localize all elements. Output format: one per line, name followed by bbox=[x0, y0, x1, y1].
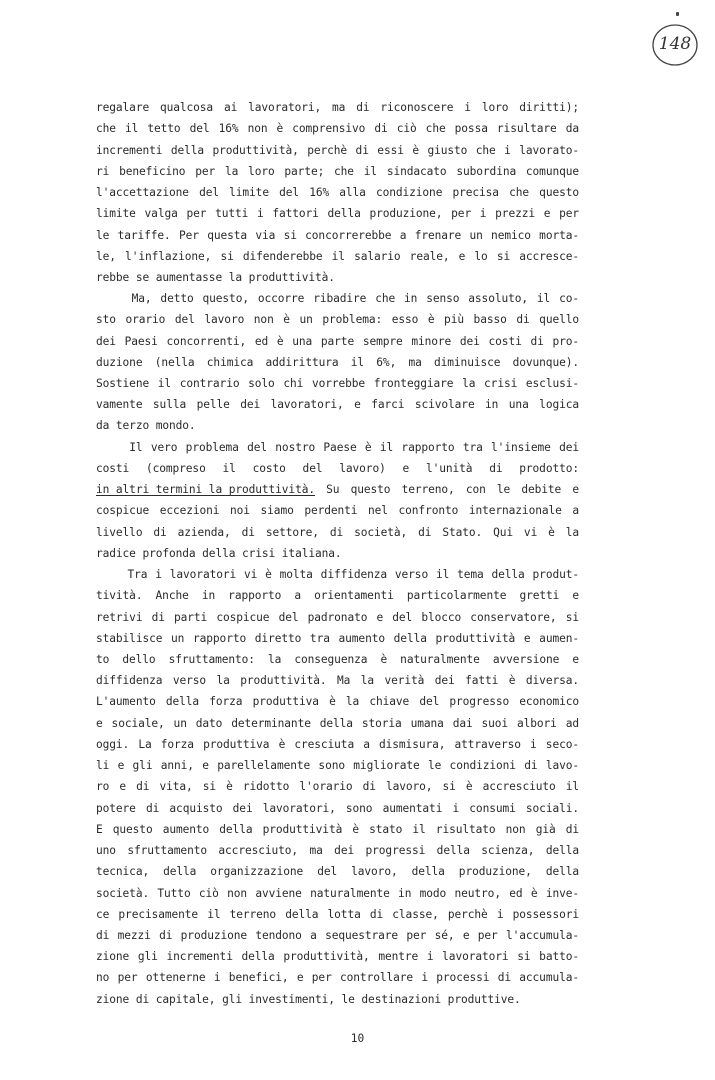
text-line: vamente sulla pelle dei lavoratori, e farci scivolare in una logica bbox=[96, 398, 579, 411]
text-line-rest: Su questo terreno, con le debite e bbox=[314, 483, 579, 496]
text-line: Ma, detto questo, occorre ribadire che in senso assoluto, il co- bbox=[96, 292, 579, 305]
text-line: da terzo mondo. bbox=[96, 419, 196, 432]
text-line: società. Tutto ciò non avviene naturalmente in modo neutro, ed è inve- bbox=[96, 887, 579, 900]
text-line: incrementi della produttività, perchè di essi è giusto che i lavorato- bbox=[96, 144, 579, 157]
text-line: stabilisce un rapporto diretto tra aumento della produttività e aumen- bbox=[96, 632, 579, 645]
page-number: 10 bbox=[350, 1032, 365, 1045]
text-line: costi (compreso il costo del lavoro) e l'unità di prodotto: bbox=[96, 462, 579, 475]
text-line: Sostiene il contrario solo chi vorrebbe fronteggiare la crisi esclusi- bbox=[96, 377, 579, 390]
text-line: L'aumento della forza produttiva è la chiave del progresso economico bbox=[96, 695, 579, 708]
text-line: di mezzi di produzione tendono a sequestrare per sé, e per l'accumula- bbox=[96, 929, 579, 942]
text-line: dei Paesi concorrenti, ed è una parte sempre minore dei costi di pro- bbox=[96, 335, 579, 348]
underlined-phrase: in altri termini la produttività. bbox=[96, 483, 315, 496]
text-line: E questo aumento della produttività è stato il risultato non già di bbox=[96, 823, 579, 836]
text-line: duzione (nella chimica addirittura il 6%, ma diminuisce dovunque). bbox=[96, 356, 579, 369]
text-line: no per ottenerne i benefici, e per controllare i processi di accumula- bbox=[96, 971, 579, 984]
text-line: li e gli anni, e parellelamente sono migliorate le condizioni di lavo- bbox=[96, 759, 579, 772]
text-line: le tariffe. Per questa via si concorrerebbe a frenare un nemico morta- bbox=[96, 229, 579, 242]
text-line: radice profonda della crisi italiana. bbox=[96, 547, 342, 560]
text-line: Tra i lavoratori vi è molta diffidenza verso il tema della produt- bbox=[96, 568, 579, 581]
text-line: limite valga per tutti i fattori della produzione, per i prezzi e per bbox=[96, 207, 579, 220]
stamp-number: 148 bbox=[658, 34, 692, 54]
text-line: oggi. La forza produttiva è cresciuta a dismisura, attraverso i seco- bbox=[96, 738, 579, 751]
text-line: retrivi di parti cospicue del padronato e del blocco conservatore, si bbox=[96, 611, 579, 624]
text-line: che il tetto del 16% non è comprensivo di ciò che possa risultare da bbox=[96, 122, 579, 135]
text-line: cospicue eccezioni noi siamo perdenti nel confronto internazionale a bbox=[96, 504, 579, 517]
text-line: l'accettazione del limite del 16% alla condizione precisa che questo bbox=[96, 186, 579, 199]
text-line: potere di acquisto dei lavoratori, sono aumentati i consumi sociali. bbox=[96, 802, 579, 815]
text-line: regalare qualcosa ai lavoratori, ma di riconoscere i loro diritti); bbox=[96, 101, 579, 114]
corner-mark bbox=[676, 12, 679, 16]
text-line: Il vero problema del nostro Paese è il rapporto tra l'insieme dei bbox=[96, 441, 579, 454]
text-line: zione gli incrementi della produttività, mentre i lavoratori si batto- bbox=[96, 950, 579, 963]
text-line: diffidenza verso la produttività. Ma la verità dei fatti è diversa. bbox=[96, 674, 579, 687]
text-line: ro e di vita, si è ridotto l'orario di lavoro, si è accresciuto il bbox=[96, 780, 579, 793]
text-line: sto orario del lavoro non è un problema: esso è più basso di quello bbox=[96, 313, 579, 326]
text-line: to dello sfruttamento: la conseguenza è naturalmente avversione e bbox=[96, 653, 579, 666]
text-line: ri beneficino per la loro parte; che il sindacato subordina comunque bbox=[96, 165, 579, 178]
text-line: rebbe se aumentasse la produttività. bbox=[96, 271, 335, 284]
text-line: e sociale, un dato determinante della storia umana dai suoi albori ad bbox=[96, 717, 579, 730]
archive-number-stamp bbox=[650, 22, 700, 68]
text-line: uno sfruttamento accresciuto, ma dei progressi della scienza, della bbox=[96, 844, 579, 857]
text-line: zione di capitale, gli investimenti, le destinazioni produttive. bbox=[96, 993, 521, 1006]
text-line: tecnica, della organizzazione del lavoro, della produzione, della bbox=[96, 865, 579, 878]
text-line: tività. Anche in rapporto a orientamenti particolarmente gretti e bbox=[96, 589, 579, 602]
text-line: livello di azienda, di settore, di società, di Stato. Qui vi è la bbox=[96, 526, 579, 539]
text-line: le, l'inflazione, si difenderebbe il salario reale, e lo si accresce- bbox=[96, 250, 579, 263]
text-line bbox=[96, 483, 579, 497]
text-line: ce precisamente il terreno della lotta di classe, perchè i possessori bbox=[96, 908, 579, 921]
